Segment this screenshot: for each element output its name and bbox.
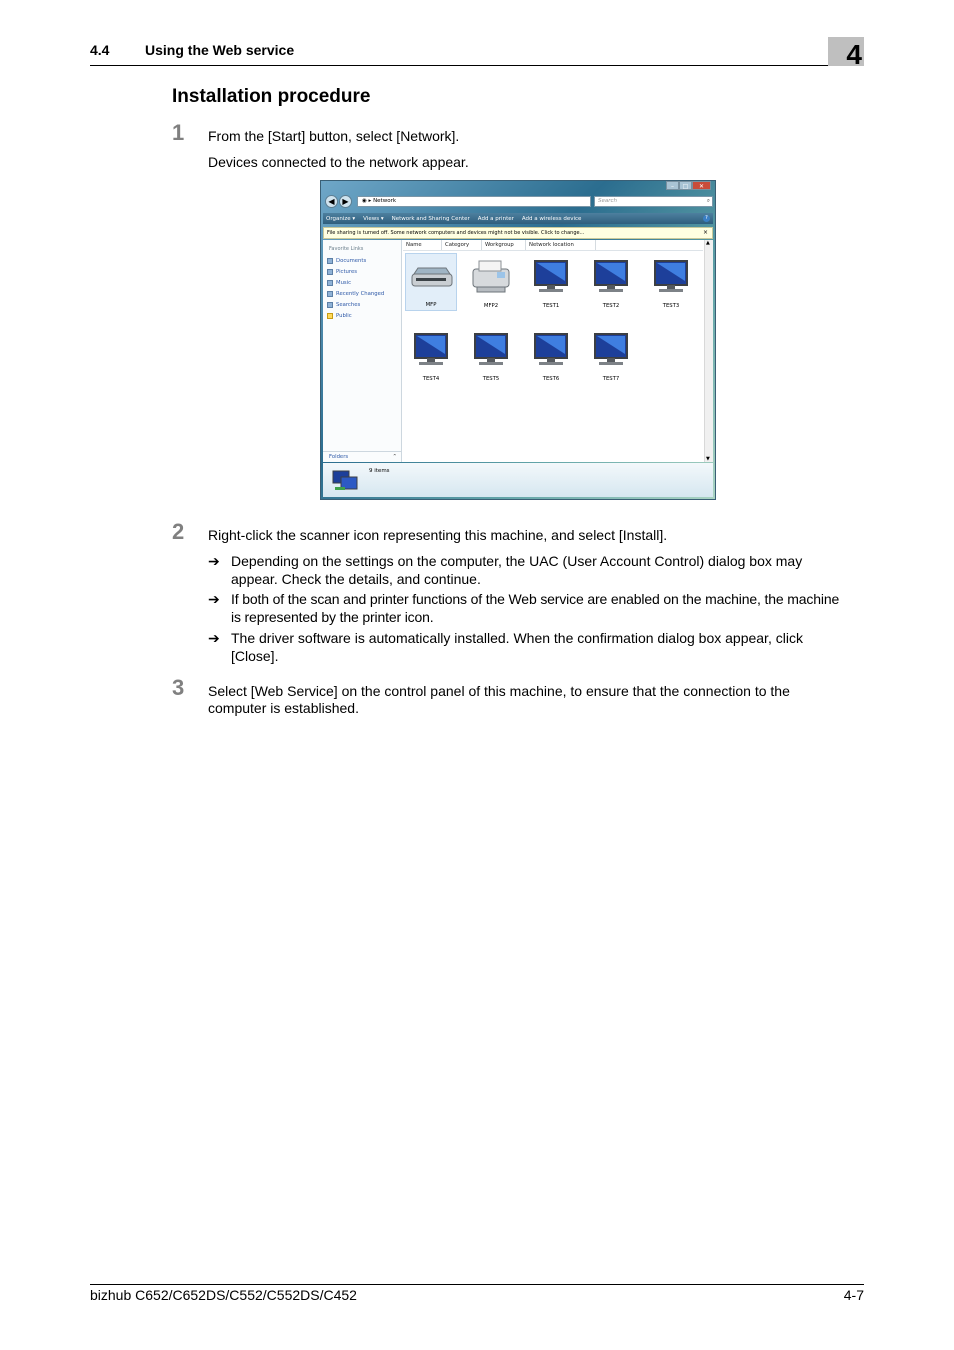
network-computers-icon bbox=[331, 469, 359, 493]
device-test4 bbox=[405, 326, 457, 384]
fav-documents bbox=[327, 258, 366, 264]
header-rule bbox=[90, 65, 864, 66]
device-test2 bbox=[585, 253, 637, 311]
computer-icon bbox=[529, 332, 573, 368]
device-mfp2 bbox=[465, 253, 517, 311]
favorite-links-title: Favorite Links bbox=[329, 246, 364, 252]
explorer-toolbar bbox=[323, 213, 713, 224]
details-pane bbox=[323, 463, 713, 497]
fav-label: Recently Changed bbox=[336, 291, 385, 297]
step-1-text: From the [Start] button, select [Network]. bbox=[208, 128, 460, 144]
col-category: Category bbox=[442, 240, 482, 250]
note-line: If both of the scan and printer functions of the Web service are enabled on the machine, the machine bbox=[231, 591, 840, 607]
search-placeholder: Search bbox=[598, 198, 618, 204]
device-label: MFP bbox=[425, 302, 437, 308]
scroll-up-icon: ▲ bbox=[706, 240, 710, 246]
music-icon bbox=[327, 280, 333, 286]
fav-label: Public bbox=[336, 313, 352, 319]
section-title: Using the Web service bbox=[145, 42, 295, 58]
footer-rule bbox=[90, 1284, 864, 1285]
fav-label: Music bbox=[336, 280, 352, 286]
address-bar bbox=[357, 196, 591, 207]
documents-icon bbox=[327, 258, 333, 264]
note-line: [Close]. bbox=[231, 648, 279, 664]
page-number: 4-7 bbox=[843, 1287, 864, 1303]
scanner-icon bbox=[410, 260, 454, 292]
toolbar-views: Views ▾ bbox=[363, 215, 384, 222]
col-workgroup: Workgroup bbox=[482, 240, 526, 250]
step-2-text: Right-click the scanner icon representing this machine, and select [Install]. bbox=[208, 527, 668, 543]
col-network-location: Network location bbox=[526, 240, 596, 250]
address-text: Network bbox=[373, 198, 397, 204]
fav-pictures bbox=[327, 269, 357, 275]
toolbar-add-printer: Add a printer bbox=[477, 215, 514, 222]
device-label: MFP2 bbox=[483, 303, 499, 309]
fav-public bbox=[327, 313, 352, 319]
chapter-tab: 4 bbox=[828, 37, 864, 66]
fav-label: Searches bbox=[336, 302, 361, 308]
fav-music bbox=[327, 280, 351, 286]
step-3-text-line-1: Select [Web Service] on the control panel of this machine, to ensure that the connection to the bbox=[208, 683, 790, 699]
device-mfp bbox=[405, 253, 457, 311]
note-line: The driver software is automatically installed. When the confirmation dialog box appear, click bbox=[231, 630, 803, 646]
device-test6 bbox=[525, 326, 577, 384]
computer-icon bbox=[589, 332, 633, 368]
explorer-pane bbox=[323, 240, 713, 462]
computer-icon bbox=[409, 332, 453, 368]
close-icon: ✕ bbox=[692, 181, 711, 190]
device-test7 bbox=[585, 326, 637, 384]
computer-icon bbox=[469, 332, 513, 368]
step-3-text-line-2: computer is established. bbox=[208, 700, 359, 716]
step-number-2: 2 bbox=[172, 519, 185, 544]
step-number-1: 1 bbox=[172, 120, 185, 145]
toolbar-network-sharing-center: Network and Sharing Center bbox=[391, 215, 470, 222]
toolbar-add-wireless-device: Add a wireless device bbox=[521, 215, 582, 222]
chevron-up-icon: ⌃ bbox=[392, 454, 397, 460]
fav-label: Documents bbox=[336, 258, 367, 264]
computer-icon bbox=[649, 259, 693, 295]
step-number-3: 3 bbox=[172, 675, 185, 700]
column-headers bbox=[403, 240, 703, 251]
device-label: TEST4 bbox=[422, 376, 440, 382]
printer-icon bbox=[469, 259, 513, 295]
fav-searches bbox=[327, 302, 360, 308]
note-line: is represented by the printer icon. bbox=[231, 609, 434, 625]
arrow-icon: ➔ bbox=[208, 630, 220, 646]
device-test3 bbox=[645, 253, 697, 311]
network-window-screenshot bbox=[320, 180, 716, 500]
scroll-down-icon: ▼ bbox=[706, 456, 710, 462]
close-infobar-icon: × bbox=[702, 229, 708, 236]
device-label: TEST2 bbox=[602, 303, 620, 309]
section-number: 4.4 bbox=[90, 42, 110, 58]
fav-recently-changed bbox=[327, 291, 384, 297]
device-label: TEST7 bbox=[602, 376, 620, 382]
device-label: TEST6 bbox=[542, 376, 560, 382]
step-1-result: Devices connected to the network appear. bbox=[208, 154, 469, 170]
folders-toggle bbox=[323, 451, 401, 462]
window-controls bbox=[666, 181, 711, 190]
info-bar-text: File sharing is turned off. Some network computers and devices might not be visible. Click to change... bbox=[327, 230, 585, 236]
searches-icon bbox=[327, 302, 333, 308]
search-box bbox=[594, 196, 713, 207]
computer-icon bbox=[589, 259, 633, 295]
folders-label: Folders bbox=[329, 454, 349, 460]
device-label: TEST5 bbox=[482, 376, 500, 382]
forward-icon: ▶ bbox=[339, 195, 352, 208]
device-label: TEST3 bbox=[662, 303, 680, 309]
device-label: TEST1 bbox=[542, 303, 560, 309]
col-name: Name bbox=[403, 240, 442, 250]
scrollbar bbox=[704, 240, 713, 462]
footer-model: bizhub C652/C652DS/C552/C552DS/C452 bbox=[90, 1287, 357, 1303]
page-title: Installation procedure bbox=[172, 86, 371, 107]
public-folder-icon bbox=[327, 313, 333, 319]
item-count: 9 items bbox=[369, 468, 390, 474]
back-icon: ◀ bbox=[325, 195, 338, 208]
computer-icon bbox=[529, 259, 573, 295]
toolbar-organize: Organize ▾ bbox=[326, 215, 356, 222]
arrow-icon: ➔ bbox=[208, 553, 220, 569]
fav-label: Pictures bbox=[336, 269, 357, 275]
help-icon: ? bbox=[703, 215, 710, 222]
device-test1 bbox=[525, 253, 577, 311]
arrow-icon: ➔ bbox=[208, 591, 220, 607]
recent-icon bbox=[327, 291, 333, 297]
search-icon: ⌕ bbox=[706, 198, 710, 204]
note-line: appear. Check the details, and continue. bbox=[231, 571, 481, 587]
maximize-icon: □ bbox=[679, 181, 692, 190]
network-icon: ◉ ▸ bbox=[362, 198, 374, 204]
pictures-icon bbox=[327, 269, 333, 275]
note-line: Depending on the settings on the computer, the UAC (User Account Control) dialog box may bbox=[231, 553, 803, 569]
info-bar bbox=[323, 227, 713, 239]
device-test5 bbox=[465, 326, 517, 384]
minimize-icon: – bbox=[666, 181, 679, 190]
navigation-pane bbox=[323, 240, 402, 462]
